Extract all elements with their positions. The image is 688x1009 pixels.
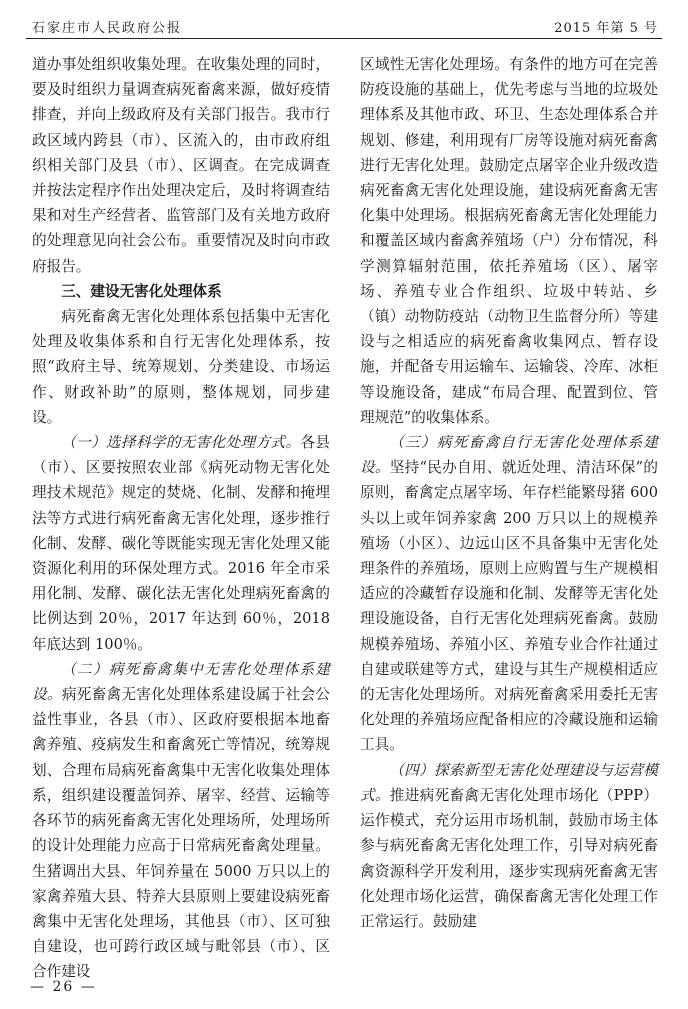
subsection-title: （一）选择科学的无害化处理方式。 <box>61 434 301 452</box>
issue-number: 2015 年第 5 号 <box>554 21 658 36</box>
subsection-paragraph <box>360 758 658 934</box>
subsection-body: 坚持“民办自用、就近处理、清洁环保”的原则，畜禽定点屠宰场、年存栏能繁母猪 600 头以上或年饲养家禽 200 万只以上的规模养殖场（小区）、边远山区不具备集中无害化处理条件的养殖场，原则上应购置与生产规模相适应的冷藏暂存设施和化制、发酵等无害化处理设施设备，自行无害化处理病死畜禽。鼓励规模养殖场、养殖小区、养殖专业合作社通过自建或联建等方式，建设与其生产规模相适应的无害化处理场所。对病死畜禽采用委托无害化处理的养殖场应配备相应的冷藏设施和运输工具。 <box>360 459 658 754</box>
subsection-title: （三）病死畜禽自行无害化处理体系建设。 <box>360 434 658 477</box>
page-header <box>26 14 662 39</box>
paragraph: 区域性无害化处理场。有条件的地方可在完善防疫设施的基础上，优先考虑与当地的垃圾处理体系及其他市政、环卫、生态处理体系合并规划、修建，利用现有厂房等设施对病死畜禽进行无害化处理。鼓励定点屠宰企业升级改造病死畜禽无害化处理设施，建设病死畜禽无害化集中处理场。根据病死畜禽无害化处理能力和覆盖区域内畜禽养殖场（户）分布情况，科学测算辐射范围，依托养殖场（区）、屠宰场、养殖专业合作组织、垃圾中转站、乡（镇）动物防疫站（动物卫生监督分所）等建设与之相适应的病死畜禽收集网点、暂存设施，并配备专用运输车、运输袋、冷库、冰柜等设施设备，建成“布局合理、配置到位、管理规范”的收集体系。 <box>360 56 658 426</box>
subsection-paragraph <box>360 430 658 758</box>
subsection-body: 病死畜禽无害化处理体系建设属于社会公益性事业，各县（市）、区政府要根据本地畜禽养殖、疫病发生和畜禽死亡等情况，统筹规划、合理布局病死畜禽集中无害化收集处理体系，组织建设覆盖饲养、屠宰、经营、运输等各环节的病死畜禽无害化处理场所，处理场所的设计处理能力应高于日常病死畜禽处理量。生猪调出大县、年饲养量在 5000 万只以上的家禽养殖大县、特养大县原则上要建设病死畜禽集中无害化处理场，其他县（市）、区可独自建设，也可跨行政区域与毗邻县（市）、区合作建设 <box>32 686 330 981</box>
subsection-title: （四）探索新型无害化处理建设与运营模式。 <box>360 761 658 804</box>
section-heading: 三、建设无害化处理体系 <box>61 282 222 300</box>
page-number: — 26 — <box>30 979 97 995</box>
subsection-paragraph <box>32 657 330 985</box>
subsection-paragraph <box>32 430 330 657</box>
paragraph: 病死畜禽无害化处理体系包括集中无害化处理及收集体系和自行无害化处理体系，按照“政府主导、统筹规划、分类建设、市场运作、财政补助”的原则，整体规划，同步建设。 <box>32 308 330 426</box>
subsection-body: 推进病死畜禽无害化处理市场化（PPP）运作模式，充分运用市场机制，鼓励市场主体参与病死畜禽无害化处理工作，引导对病死畜禽资源科学开发利用，逐步实现病死畜禽无害化处理市场化运营，确保畜禽无害化处理工作正常运行。鼓励建 <box>360 786 658 930</box>
right-column <box>360 52 658 934</box>
paragraph: 道办事处组织收集处理。在收集处理的同时，要及时组织力量调查病死畜禽来源，做好疫情排查，并向上级政府及有关部门报告。我市行政区域内跨县（市）、区流入的，由市政府组织相关部门及县（市）、区调查。在完成调查并按法定程序作出处理决定后，及时将调查结果和对生产经营者、监管部门及有关地方政府的处理意见向社会公布。重要情况及时向市政府报告。 <box>32 56 330 275</box>
left-column <box>32 52 330 985</box>
subsection-title: （二）病死畜禽集中无害化处理体系建设。 <box>32 660 330 704</box>
publication-title: 石家庄市人民政府公报 <box>32 21 183 36</box>
subsection-body: 各县（市）、区要按照农业部《病死动物无害化处理技术规范》规定的焚烧、化制、发酵和掩埋法等方式进行病死畜禽无害化处理，逐步推行化制、发酵、碳化等既能实现无害化处理又能资源化利用的环保处理方式。2016 年全市采用化制、发酵、碳化法无害化处理病死畜禽的比例达到 20％，2017 年达到 60％，2018 年底达到 100％。 <box>32 434 330 653</box>
